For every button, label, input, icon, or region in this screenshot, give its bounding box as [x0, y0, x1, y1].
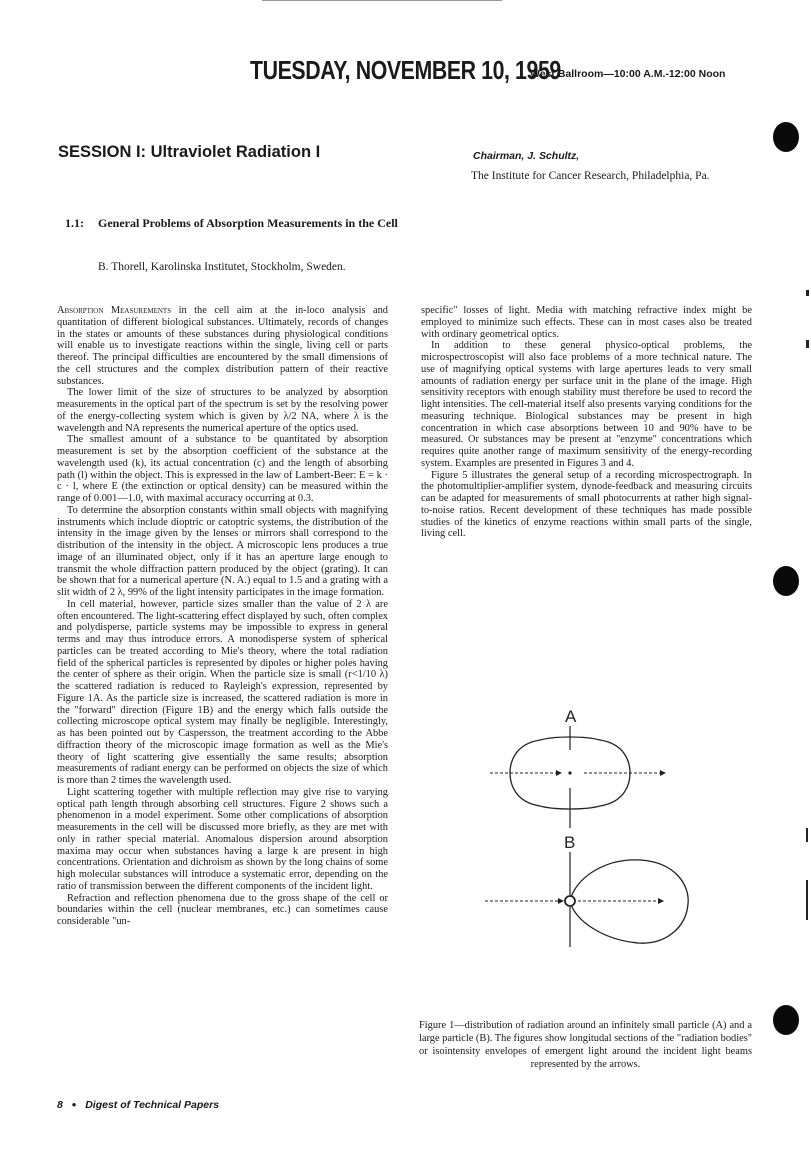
- scan-mark: [806, 828, 808, 842]
- paper-title: General Problems of Absorption Measurements in the Cell: [98, 216, 398, 230]
- paper-author: B. Thorell, Karolinska Institutet, Stockholm, Sweden.: [98, 261, 346, 273]
- chairman-institution: The Institute for Cancer Research, Philadelphia, Pa.: [471, 170, 710, 182]
- paragraph: The lower limit of the size of structures to be analyzed by absorption measurements in the optical part of the spectrum is set by the resolving power of the energy-collecting system which is given by λ/2 NA, where λ is the wavelength and NA represents the numerical aperture of the optics used.: [57, 387, 388, 434]
- session-date: TUESDAY, NOVEMBER 10, 1959: [250, 55, 561, 85]
- arrowhead-icon: [558, 898, 564, 904]
- paragraph-text: in the cell aim at the in-loco analysis and quantitation of different biological substances. Ultimately, records of changes in the states or amounts of these substances during physiological conditions will enable us to investigate reactions within the single, living cell or parts thereof. The principal difficulties are encountered by the small dimensions of the cell structures and the complex distribution pattern of their reactive substances.: [57, 305, 389, 387]
- scan-mark: [806, 880, 808, 920]
- bullet-icon: ●: [71, 1100, 77, 1109]
- arrowhead-icon: [658, 898, 664, 904]
- paragraph: Figure 5 illustrates the general setup of a recording microspectrograph. In the photomultiplier-amplifier system, dynode-feedback and measuring circuits can be adapted for measurements of small photocurrents at rather high signal-to-noise ratios. Recent development of these techniques has made possible studies of the kinetics of enzyme reactions within small parts of the single, living cell.: [421, 469, 752, 540]
- scan-mark: [806, 290, 809, 296]
- paragraph: specific" losses of light. Media with matching refractive index might be employed to minimize such effects. These can in most cases also be treated with ordinary geometrical optics.: [421, 305, 752, 340]
- punch-hole-icon: [773, 122, 799, 152]
- figure-label-a: A: [565, 707, 577, 726]
- paragraph: Light scattering together with multiple reflection may give rise to varying optical path length through absorbing cell structures. Figure 2 shows such a phenomenon in a model experiment. Some other complications of absorption measurements in the cell will be discussed more briefly, as they are met with only in rather special material. Anomalous dispersion around absorption maxima may occur when substances having a large k are present in high concentrations. Orientation and dichroism as shown by the long chains of some high molecular substances will introduce a systematic error, depending on the ratio of transmission between the different components of the incident light.: [57, 786, 388, 892]
- lead-in: Absorption Measurements: [57, 305, 172, 316]
- room-and-time: West Ballroom—10:00 A.M.-12:00 Noon: [530, 68, 726, 80]
- paragraph: The smallest amount of a substance to be quantitated by absorption measurement is set by the absorption coefficient of the substance at the wavelength used (k), its actual concentration (c) and the length of absorbing path (l) within the object. This is expressed in the law of Lambert-Beer: E = k · c · l, where E (the extinction or optical density) can be measured within the range of 0.001—1.0, with maximal accuracy occurring at 0.3.: [57, 434, 388, 504]
- page-footer: [57, 1099, 219, 1111]
- arrowhead-icon: [660, 770, 666, 776]
- paragraph: In cell material, however, particle sizes smaller than the value of 2 λ are often encountered. The light-scattering effect displayed by such, often complex and polydisperse, particle systems may be impossible to express in general terms and may thus introduce errors. A monodisperse system of spherical particles can be treated according to Mie's theory, where the total radiation field of the spherical particles is represented by dipoles or higher poles having the center of sphere as their origin. When the particle size is small (r<1/10 λ) the scattered radiation is reduced to Rayleigh's expression, represented by Figure 1A. As the particle size is increased, the scattered radiation is more in the "forward" direction (Figure 1B) and the energy which falls outside the collecting microscope optical system may finally be negligible. Interestingly, as has been pointed out by Caspersson, the treatment according to the Abbe diffraction theory of the microscopic image formation as well as the Mie's theory of light scattering give essentially the same results; absorption measurements of radiant energy can be performed on objects the size of which is more than 2 times the wavelength used.: [57, 598, 388, 786]
- particle-b: [565, 896, 575, 906]
- paragraph: Refraction and reflection phenomena due to the gross shape of the cell or boundaries within the cell (nuclear membranes, etc.) can sometimes cause considerable "un-: [57, 892, 388, 927]
- radiation-body-b: [570, 860, 688, 943]
- session-title: SESSION I: Ultraviolet Radiation I: [58, 143, 321, 161]
- body-column-left: [57, 305, 388, 928]
- session-chairman: Chairman, J. Schultz,: [473, 150, 580, 162]
- publication-name: Digest of Technical Papers: [85, 1099, 220, 1111]
- body-column-right: [421, 305, 752, 540]
- paragraph: To determine the absorption constants within small objects with magnifying instruments which include dioptric or catoptric systems, the distribution of the intensity in the image given by the lenses or mirrors shall correspond to the distribution of the intensity in the object. A microscopic lens produces a true image of an illuminated object, only if it has an aperture large enough to transmit the whole diffraction pattern produced by the object (grating). It can be shown that for a numerical aperture (N. A.) equal to 1.5 and a grating with a slit width of 2 λ, 99% of the light intensity participates in the image formation.: [57, 504, 388, 598]
- punch-hole-icon: [773, 566, 799, 596]
- arrowhead-icon: [556, 770, 562, 776]
- page-number: 8: [57, 1099, 63, 1111]
- figure-1-diagram: [480, 700, 700, 960]
- figure-label-b: B: [564, 833, 576, 852]
- scan-mark: [806, 340, 809, 348]
- top-rule: [262, 0, 502, 1]
- paragraph: [57, 305, 388, 387]
- paper-number: 1.1:: [65, 216, 84, 230]
- punch-hole-icon: [773, 1005, 799, 1035]
- paragraph: In addition to these general physico-optical problems, the microspectroscopist will also face problems of a more technical nature. The use of magnifying optical systems with large apertures leads to very small amounts of radiation energy per surface unit in the plane of the image. High sensitivity receptors with enough stability must therefore be used to record the light intensities. The cell-material itself also presents varying conditions for the measuring technique. Biological substances may be present in high concentration in which case absorptions between 10 and 90% have to be measured. Or substances may be present at "enzyme" concentrations which requires quite another range of maximum sensitivity of the energy-recording system. Examples are presented in Figures 3 and 4.: [421, 340, 752, 469]
- particle-a: [568, 771, 571, 774]
- figure-caption: Figure 1—distribution of radiation around an infinitely small particle (A) and a large particle (B). The figures show longitudal sections of the "radiation bodies" or isointensity envelopes of emergent light around the incident light beams represented by the arrows.: [419, 1020, 753, 1070]
